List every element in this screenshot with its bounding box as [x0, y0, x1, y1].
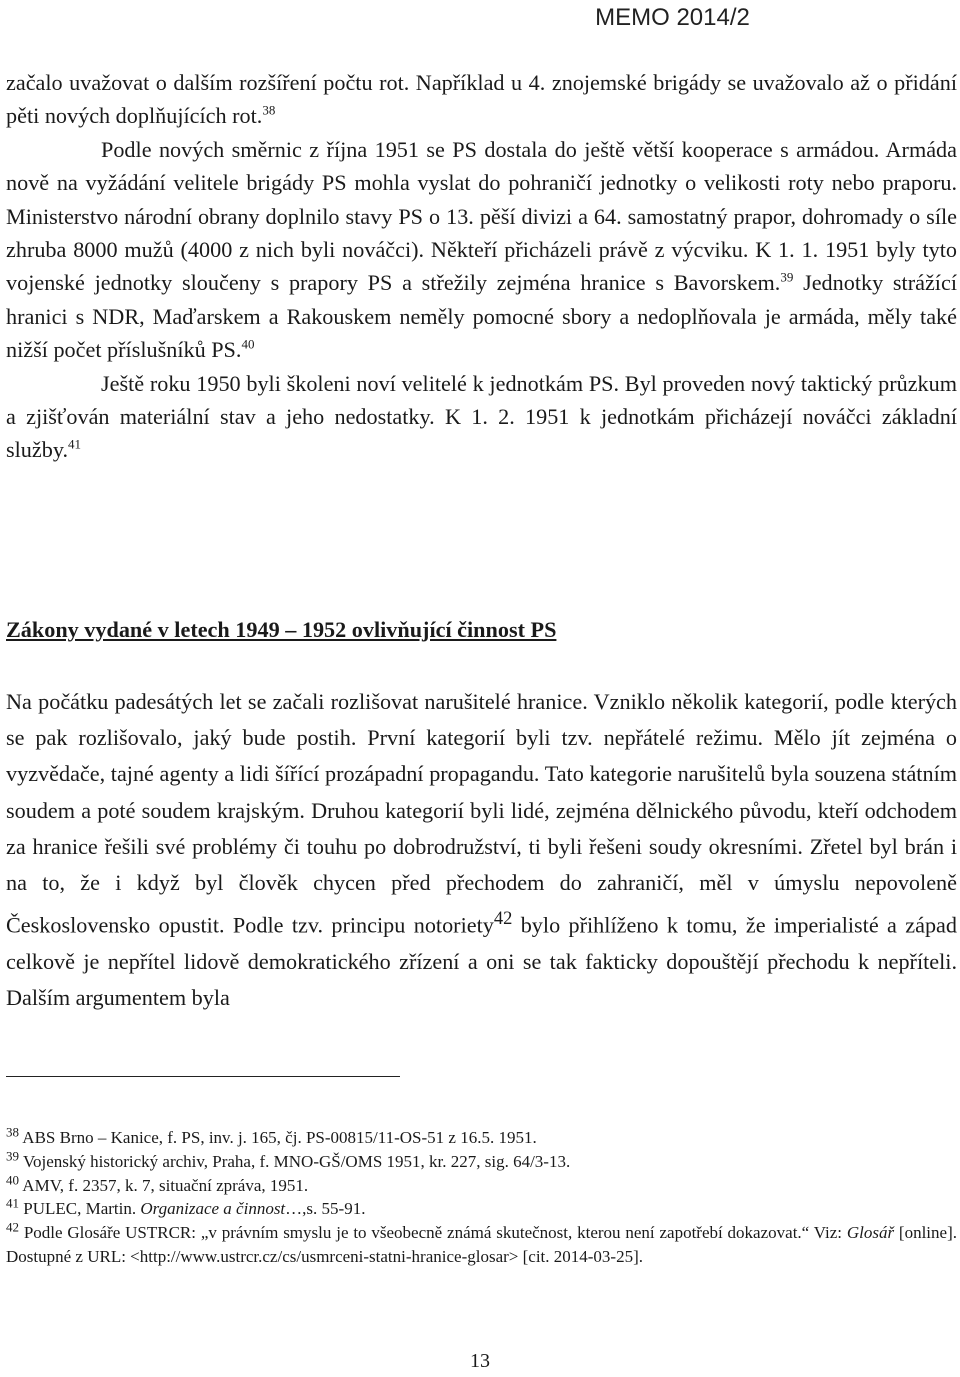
- footnote-ref-42[interactable]: 42: [493, 909, 513, 930]
- paragraph-4-text-b: bylo přihlíženo k tomu, že imperialisté a západ celkově je nepřítel lidově demokratického zřízení a oni se tak fakticky dopouštějí přechodu k nepříteli. Dalším argumentem byla: [6, 912, 957, 1011]
- footnote-title-italic: Glosář: [846, 1223, 895, 1243]
- footnote-number: 38: [6, 1124, 19, 1140]
- paragraph-3-text: Ještě roku 1950 byli školeni noví velitelé k jednotkám PS. Byl proveden nový taktický průzkum a zjišťován materiální stav a jeho nedostatky. K 1. 2. 1951 k jednotkám přicházejí nováčci základní služby.: [6, 370, 957, 463]
- body-text-top: [6, 66, 957, 467]
- footnote-text: PULEC, Martin.: [19, 1199, 141, 1219]
- footnote-number: 40: [6, 1171, 19, 1187]
- footnote-ref-39[interactable]: 39: [780, 270, 794, 286]
- paragraph-1-text: začalo uvažovat o dalším rozšíření počtu rot. Například u 4. znojemské brigády se uvažovalo až o přidání pěti nových doplňujících rot.: [6, 70, 957, 129]
- footnote-40: [6, 1171, 957, 1198]
- footnotes: [6, 1126, 957, 1269]
- footnote-title-italic: Organizace a činnost: [140, 1199, 286, 1219]
- footnote-text: ABS Brno – Kanice, f. PS, inv. j. 165, čj. PS-00815/11-OS-51 z 16.5. 1951.: [19, 1128, 537, 1147]
- paragraph-2: [6, 133, 957, 367]
- footnote-text: Vojenský historický archiv, Praha, f. MNO-GŠ/OMS 1951, kr. 227, sig. 64/3-13.: [19, 1151, 571, 1171]
- footnote-text: Podle Glosáře USTRCR: „v právním smyslu je to všeobecně známá skutečnost, kterou není zapotřebí dokazovat.“ Viz:: [19, 1223, 847, 1243]
- paragraph-2-text-a: Podle nových směrnic z října 1951 se PS dostala do ještě větší kooperace s armádou. Armáda nově na vyžádání velitele brigády PS mohla vyslat do pohraničí jednotky o velikosti roty nebo praporu. Ministerstvo národní obrany doplnilo stavy PS o 13. pěší divizi a 64. samostatný prapor, dohromady o síle zhruba 8000 mužů (4000 z nich byli nováčci). Někteří přicházeli právě z výcviku. K 1. 1. 1951 byly tyto vojenské jednotky sloučeny s prapory PS a střežily zejména hranice s Bavorskem.: [6, 136, 957, 296]
- paragraph-4-text-a: Na počátku padesátých let se začali rozlišovat narušitelé hranice. Vzniklo několik kategorií, podle kterých se pak rozlišovalo, jaký bude postih. První kategorií byli tzv. nepřátelé režimu. Mělo jít zejména o vyzvědače, tajné agenty a lidi šířící prozápadní propagandu. Tato kategorie narušitelů byla souzena státním soudem a poté soudem krajským. Druhou kategorií byli lidé, zejména dělnického původu, kteří odchodem za hranice řešili své problémy či touhu po dobrodružství, ti byli řešeni soudy okresními. Zřetel byl brán i na to, že i když byl člověk chycen před přechodem do zahraničí, měl v úmyslu nepovoleně Československo opustit. Podle tzv. principu notoriety: [6, 689, 957, 938]
- paragraph-3: [6, 367, 957, 467]
- footnote-number: 41: [6, 1195, 19, 1211]
- page-number: 13: [470, 1350, 490, 1372]
- footnote-39: [6, 1150, 957, 1174]
- paragraph-2-text-b: Jednotky strážící hranici s NDR, Maďarskem a Rakouskem neměly pomocné sbory a nedoplňovala je armáda, měly také nižší počet příslušníků PS.: [6, 270, 957, 363]
- footnote-text: AMV, f. 2357, k. 7, situační zpráva, 1951.: [19, 1175, 309, 1195]
- footnote-38: [6, 1126, 957, 1150]
- footnote-number: 42: [6, 1219, 19, 1235]
- footnote-text-tail: …,s. 55-91.: [285, 1199, 366, 1219]
- footnote-separator: [6, 1076, 400, 1077]
- footnote-text-tail: [online]. Dostupné z URL: <http://www.ustrcr.cz/cs/usmrceni-statni-hranice-glosar> [cit. 2014-03-25].: [6, 1223, 957, 1266]
- paragraph-1: [6, 66, 957, 133]
- footnote-42: [6, 1221, 957, 1269]
- paragraph-4: [6, 684, 957, 1016]
- footnote-ref-40[interactable]: 40: [241, 336, 255, 352]
- section-heading: Zákony vydané v letech 1949 – 1952 ovlivňující činnost PS: [6, 617, 557, 642]
- footnote-number: 39: [6, 1148, 19, 1164]
- footnote-41: [6, 1197, 957, 1221]
- body-text-bottom: [6, 684, 957, 1016]
- page-header: MEMO 2014/2: [595, 4, 750, 31]
- footnote-ref-38[interactable]: 38: [262, 103, 276, 119]
- footnote-ref-41[interactable]: 41: [68, 437, 82, 453]
